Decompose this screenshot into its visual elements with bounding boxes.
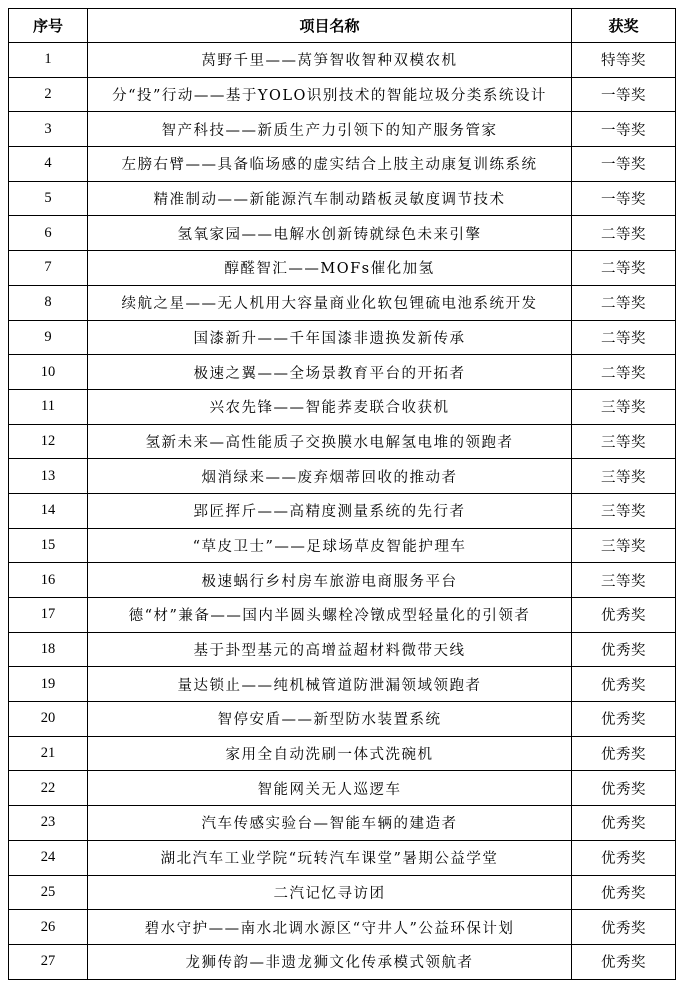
table-row: [9, 806, 676, 841]
award-level: 一等奖: [572, 112, 676, 147]
table-row: [9, 944, 676, 979]
table-row: [9, 736, 676, 771]
table-row: [9, 771, 676, 806]
table-row: [9, 840, 676, 875]
table-row: [9, 459, 676, 494]
header-award: 获奖: [572, 9, 676, 43]
row-number: 13: [9, 459, 88, 494]
table-row: [9, 424, 676, 459]
project-name: 二汽记忆寻访团: [88, 875, 572, 910]
award-level: 特等奖: [572, 43, 676, 78]
table-row: [9, 43, 676, 78]
project-name: 烟消绿来——废弃烟蒂回收的推动者: [88, 459, 572, 494]
row-number: 20: [9, 702, 88, 737]
award-level: 一等奖: [572, 77, 676, 112]
row-number: 7: [9, 251, 88, 286]
row-number: 24: [9, 840, 88, 875]
award-level: 优秀奖: [572, 944, 676, 979]
table-row: [9, 528, 676, 563]
table-row: [9, 77, 676, 112]
table-row: [9, 216, 676, 251]
row-number: 5: [9, 181, 88, 216]
award-level: 二等奖: [572, 216, 676, 251]
table-row: [9, 147, 676, 182]
table-row: [9, 112, 676, 147]
table-row: [9, 251, 676, 286]
row-number: 1: [9, 43, 88, 78]
table-row: [9, 563, 676, 598]
row-number: 6: [9, 216, 88, 251]
table-row: [9, 910, 676, 945]
award-level: 三等奖: [572, 424, 676, 459]
row-number: 25: [9, 875, 88, 910]
table-row: [9, 702, 676, 737]
row-number: 12: [9, 424, 88, 459]
row-number: 16: [9, 563, 88, 598]
row-number: 15: [9, 528, 88, 563]
header-project-name: 项目名称: [88, 9, 572, 43]
award-level: 优秀奖: [572, 736, 676, 771]
project-name: 量达锁止——纯机械管道防泄漏领域领跑者: [88, 667, 572, 702]
table-row: [9, 181, 676, 216]
award-level: 二等奖: [572, 285, 676, 320]
award-level: 三等奖: [572, 389, 676, 424]
project-name: 汽车传感实验台—智能车辆的建造者: [88, 806, 572, 841]
table-header-row: [9, 9, 676, 43]
award-level: 优秀奖: [572, 771, 676, 806]
table-row: [9, 493, 676, 528]
project-name: 兴农先锋——智能荞麦联合收获机: [88, 389, 572, 424]
award-level: 优秀奖: [572, 875, 676, 910]
award-level: 三等奖: [572, 563, 676, 598]
project-name: 德“材”兼备——国内半圆头螺栓冷镦成型轻量化的引领者: [88, 598, 572, 633]
table-row: [9, 285, 676, 320]
project-name: 碧水守护——南水北调水源区“守井人”公益环保计划: [88, 910, 572, 945]
row-number: 23: [9, 806, 88, 841]
row-number: 19: [9, 667, 88, 702]
award-level: 优秀奖: [572, 806, 676, 841]
award-level: 优秀奖: [572, 910, 676, 945]
award-level: 优秀奖: [572, 598, 676, 633]
table-row: [9, 632, 676, 667]
row-number: 2: [9, 77, 88, 112]
award-level: 优秀奖: [572, 702, 676, 737]
row-number: 17: [9, 598, 88, 633]
table-row: [9, 875, 676, 910]
table-row: [9, 389, 676, 424]
row-number: 3: [9, 112, 88, 147]
project-name: 续航之星——无人机用大容量商业化软包锂硫电池系统开发: [88, 285, 572, 320]
row-number: 4: [9, 147, 88, 182]
row-number: 21: [9, 736, 88, 771]
project-name: 家用全自动洗刷一体式洗碗机: [88, 736, 572, 771]
project-name: 左膀右臂——具备临场感的虚实结合上肢主动康复训练系统: [88, 147, 572, 182]
header-no: 序号: [9, 9, 88, 43]
project-name: 醇醛智汇——MOFs催化加氢: [88, 251, 572, 286]
project-name: 基于卦型基元的高增益超材料微带天线: [88, 632, 572, 667]
project-name: 氢新未来—高性能质子交换膜水电解氢电堆的领跑者: [88, 424, 572, 459]
table-row: [9, 355, 676, 390]
row-number: 27: [9, 944, 88, 979]
award-level: 二等奖: [572, 355, 676, 390]
award-level: 二等奖: [572, 320, 676, 355]
project-name: 湖北汽车工业学院“玩转汽车课堂”暑期公益学堂: [88, 840, 572, 875]
project-name: 郢匠挥斤——高精度测量系统的先行者: [88, 493, 572, 528]
project-name: 极速之翼——全场景教育平台的开拓者: [88, 355, 572, 390]
project-name: 极速蜗行乡村房车旅游电商服务平台: [88, 563, 572, 598]
project-name: 智停安盾——新型防水装置系统: [88, 702, 572, 737]
project-name: 莴野千里——莴笋智收智种双模农机: [88, 43, 572, 78]
row-number: 9: [9, 320, 88, 355]
project-name: 智产科技——新质生产力引领下的知产服务管家: [88, 112, 572, 147]
award-level: 优秀奖: [572, 632, 676, 667]
project-name: 精准制动——新能源汽车制动踏板灵敏度调节技术: [88, 181, 572, 216]
project-name: 龙狮传韵—非遗龙狮文化传承模式领航者: [88, 944, 572, 979]
award-level: 三等奖: [572, 493, 676, 528]
row-number: 11: [9, 389, 88, 424]
award-level: 三等奖: [572, 459, 676, 494]
row-number: 26: [9, 910, 88, 945]
row-number: 18: [9, 632, 88, 667]
table-body: [9, 43, 676, 980]
award-level: 优秀奖: [572, 667, 676, 702]
row-number: 10: [9, 355, 88, 390]
row-number: 8: [9, 285, 88, 320]
award-level: 一等奖: [572, 147, 676, 182]
award-level: 一等奖: [572, 181, 676, 216]
award-level: 三等奖: [572, 528, 676, 563]
row-number: 22: [9, 771, 88, 806]
project-name: 氢氧家园——电解水创新铸就绿色未来引擎: [88, 216, 572, 251]
project-name: 智能网关无人巡逻车: [88, 771, 572, 806]
project-name: 分“投”行动——基于YOLO识别技术的智能垃圾分类系统设计: [88, 77, 572, 112]
row-number: 14: [9, 493, 88, 528]
awards-table: [8, 8, 676, 980]
project-name: “草皮卫士”——足球场草皮智能护理车: [88, 528, 572, 563]
table-row: [9, 598, 676, 633]
project-name: 国漆新升——千年国漆非遗换发新传承: [88, 320, 572, 355]
award-level: 二等奖: [572, 251, 676, 286]
table-row: [9, 667, 676, 702]
award-level: 优秀奖: [572, 840, 676, 875]
table-row: [9, 320, 676, 355]
